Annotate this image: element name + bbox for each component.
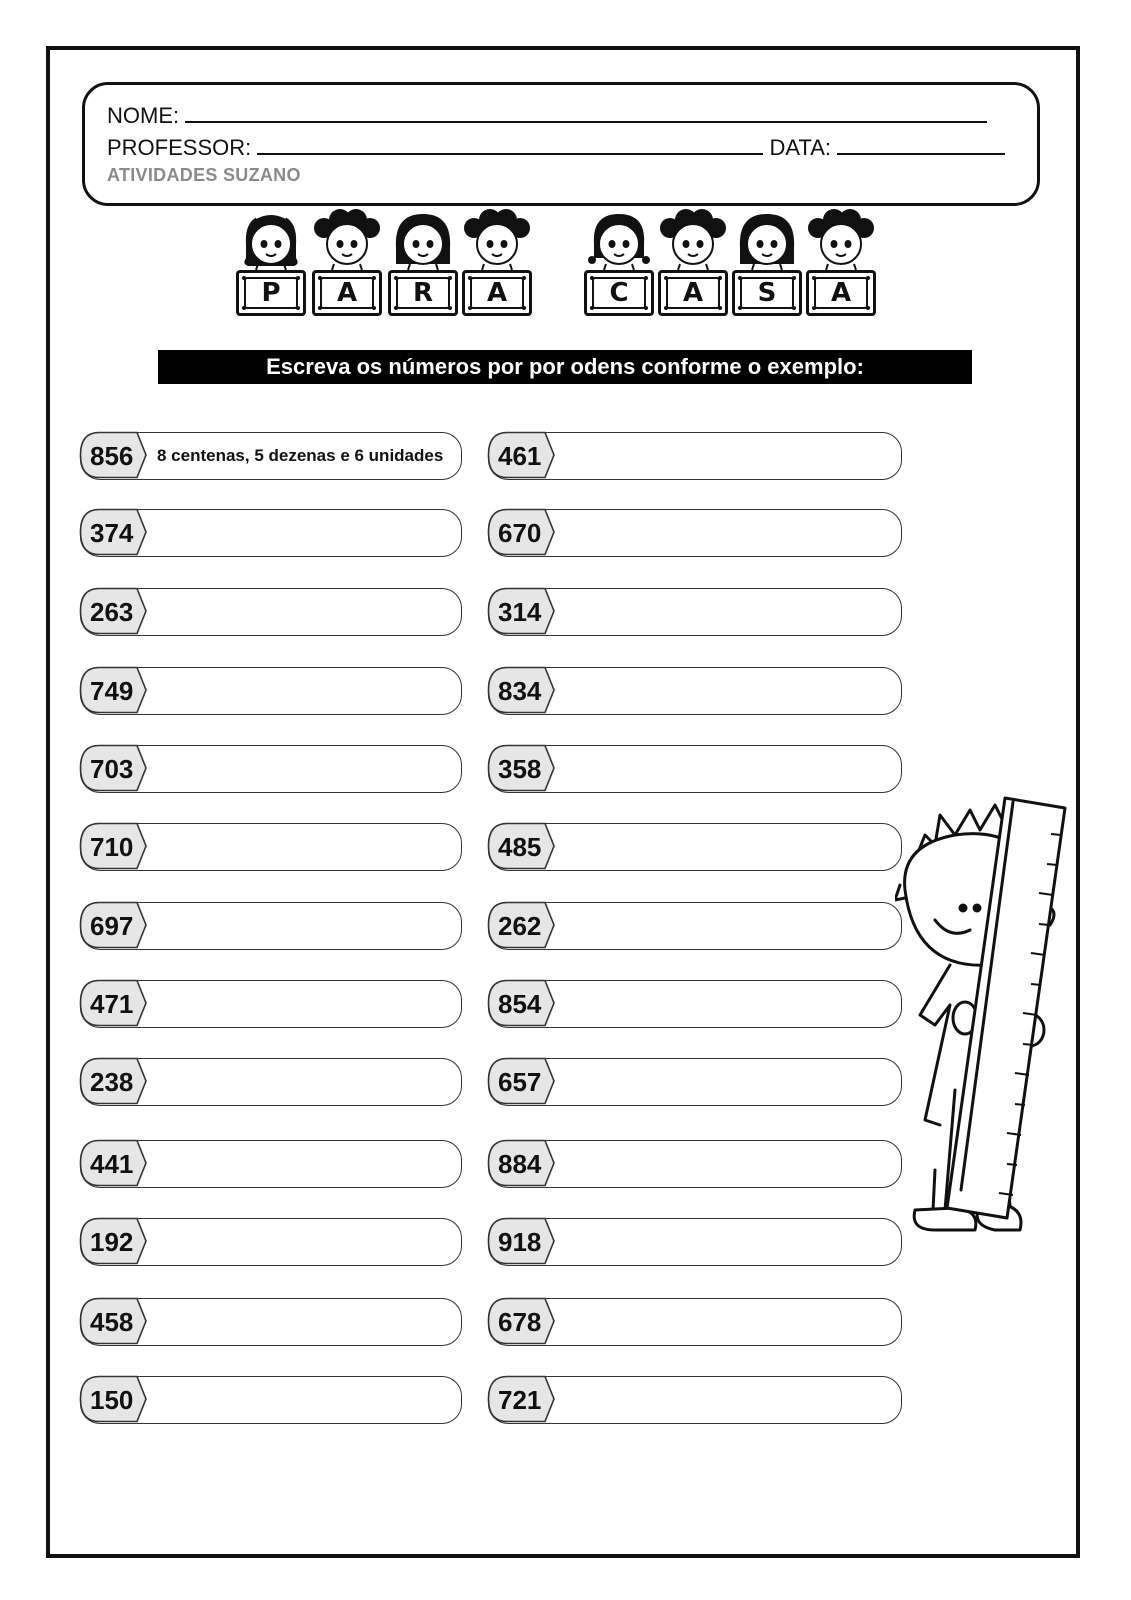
letter-card-letter: P bbox=[244, 277, 298, 309]
exercise-row bbox=[488, 980, 902, 1028]
number-label: 374 bbox=[90, 518, 134, 548]
exercise-row bbox=[80, 667, 462, 715]
boy-with-ruler-illustration bbox=[895, 790, 1075, 1255]
exercise-row bbox=[488, 1140, 902, 1188]
exercise-row bbox=[80, 980, 462, 1028]
exercise-row bbox=[488, 1058, 902, 1106]
instruction-bar: Escreva os números por por odens conforme o exemplo: bbox=[158, 350, 972, 384]
number-label: 918 bbox=[498, 1227, 542, 1257]
child-illustration bbox=[730, 208, 804, 270]
school-name: ATIVIDADES SUZANO bbox=[107, 165, 301, 185]
exercise-row bbox=[80, 745, 462, 793]
exercise-row bbox=[80, 1058, 462, 1106]
exercise-row bbox=[488, 823, 902, 871]
letter-card bbox=[658, 270, 728, 316]
number-label: 192 bbox=[90, 1227, 134, 1257]
letter-card bbox=[236, 270, 306, 316]
exercise-row bbox=[80, 509, 462, 557]
number-label: 854 bbox=[498, 989, 542, 1019]
child-illustration bbox=[460, 208, 534, 270]
exercise-row bbox=[488, 1218, 902, 1266]
child-illustration bbox=[804, 208, 878, 270]
number-label: 471 bbox=[90, 989, 134, 1019]
letter-card bbox=[584, 270, 654, 316]
letter-card-letter: A bbox=[470, 277, 524, 309]
number-label: 263 bbox=[90, 597, 134, 627]
number-label: 238 bbox=[90, 1067, 134, 1097]
number-label: 358 bbox=[498, 754, 542, 784]
exercise-row bbox=[80, 588, 462, 636]
teacher-label: PROFESSOR: bbox=[107, 135, 252, 160]
letter-card bbox=[462, 270, 532, 316]
student-info-box bbox=[82, 82, 1040, 206]
exercise-row bbox=[488, 588, 902, 636]
date-field[interactable] bbox=[837, 133, 1005, 155]
name-label: NOME: bbox=[107, 103, 180, 128]
number-label: 441 bbox=[90, 1149, 134, 1179]
exercise-row bbox=[80, 1218, 462, 1266]
number-label: 678 bbox=[498, 1307, 542, 1337]
exercise-row bbox=[80, 823, 462, 871]
number-label: 150 bbox=[90, 1385, 134, 1415]
letter-card bbox=[806, 270, 876, 316]
child-illustration bbox=[656, 208, 730, 270]
letter-card-letter: R bbox=[396, 277, 450, 309]
number-label: 485 bbox=[498, 832, 542, 862]
teacher-field[interactable] bbox=[257, 133, 763, 155]
number-label: 703 bbox=[90, 754, 134, 784]
letter-card-letter: C bbox=[592, 277, 646, 309]
number-label: 262 bbox=[498, 911, 542, 941]
number-label: 856 bbox=[90, 441, 134, 471]
number-label: 749 bbox=[90, 676, 134, 706]
number-label: 458 bbox=[90, 1307, 134, 1337]
date-label: DATA: bbox=[769, 135, 832, 160]
exercise-row bbox=[488, 1376, 902, 1424]
exercise-row bbox=[488, 509, 902, 557]
letter-card-letter: S bbox=[740, 277, 794, 309]
number-label: 657 bbox=[498, 1067, 542, 1097]
number-label: 710 bbox=[90, 832, 134, 862]
answer-field[interactable]: 8 centenas, 5 dezenas e 6 unidades bbox=[157, 446, 444, 465]
child-illustration bbox=[234, 208, 308, 270]
child-illustration bbox=[582, 208, 656, 270]
letter-card bbox=[388, 270, 458, 316]
exercise-row bbox=[80, 1298, 462, 1346]
number-label: 461 bbox=[498, 441, 542, 471]
number-label: 884 bbox=[498, 1149, 542, 1179]
name-field[interactable] bbox=[185, 101, 987, 123]
exercise-row bbox=[488, 745, 902, 793]
exercise-row bbox=[80, 902, 462, 950]
number-label: 721 bbox=[498, 1385, 542, 1415]
exercise-row bbox=[488, 1298, 902, 1346]
exercise-row bbox=[488, 667, 902, 715]
letter-card bbox=[732, 270, 802, 316]
letter-card-letter: A bbox=[320, 277, 374, 309]
number-label: 697 bbox=[90, 911, 134, 941]
letter-card-letter: A bbox=[814, 277, 868, 309]
exercise-row bbox=[80, 1140, 462, 1188]
number-label: 834 bbox=[498, 676, 542, 706]
teacher-date-line bbox=[107, 133, 1005, 161]
exercise-row bbox=[488, 432, 902, 480]
child-illustration bbox=[386, 208, 460, 270]
exercise-row bbox=[488, 902, 902, 950]
exercise-row bbox=[80, 1376, 462, 1424]
letter-card-letter: A bbox=[666, 277, 720, 309]
letter-card bbox=[312, 270, 382, 316]
child-illustration bbox=[310, 208, 384, 270]
number-label: 670 bbox=[498, 518, 542, 548]
exercise-row bbox=[80, 432, 462, 480]
number-label: 314 bbox=[498, 597, 542, 627]
name-line bbox=[107, 101, 987, 129]
